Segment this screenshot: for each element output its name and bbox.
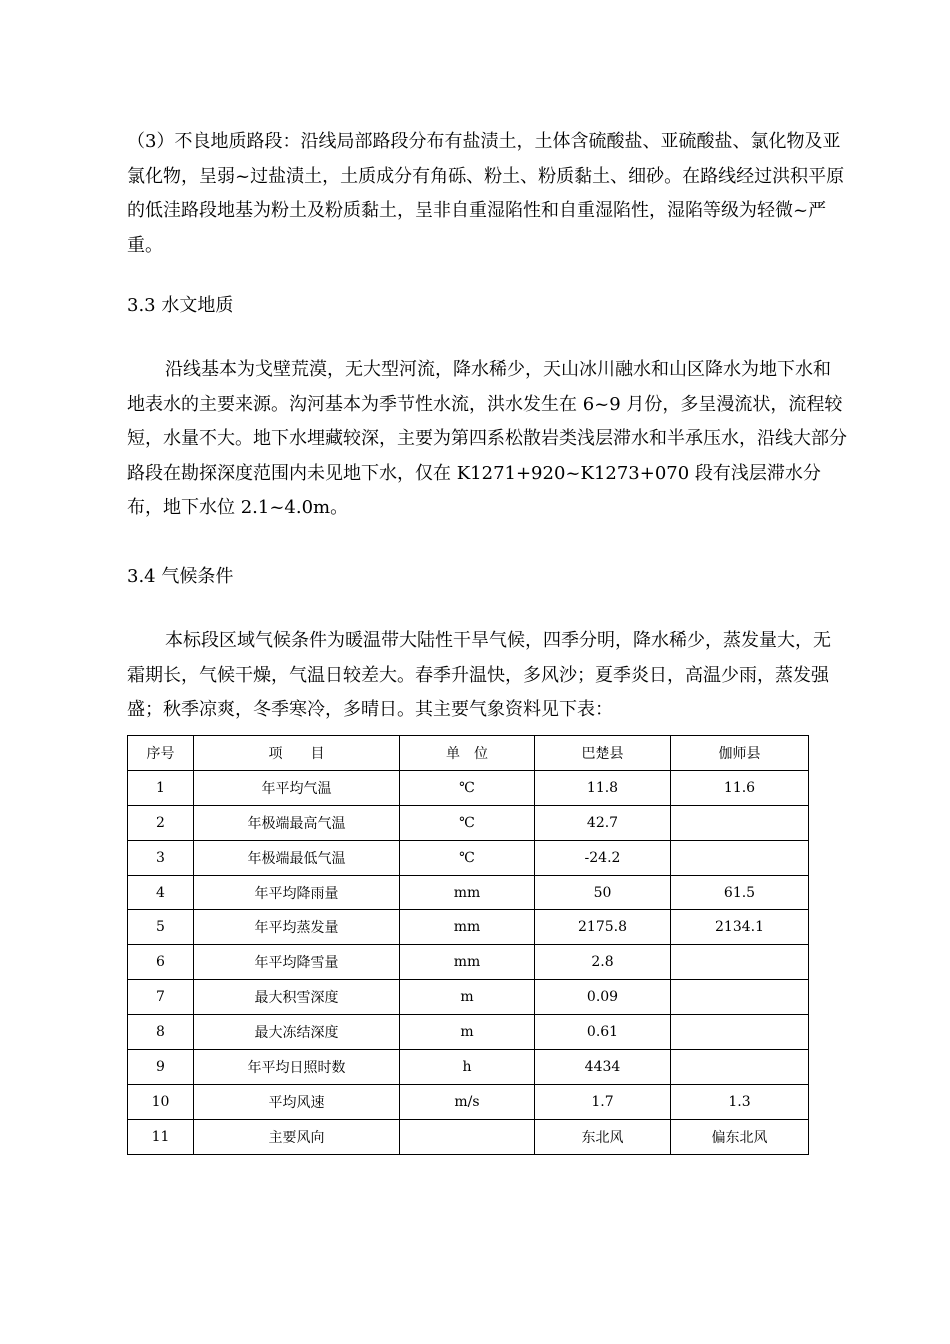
table-cell: 42.7 xyxy=(535,805,671,840)
table-row xyxy=(128,840,809,875)
weather-data-table xyxy=(127,735,809,1155)
table-header-row xyxy=(128,736,809,771)
paragraph-climate: 本标段区域气候条件为暖温带大陆性干旱气候，四季分明，降水稀少，蒸发量大，无霜期长，气候干燥，气温日较差大。春季升温快，多风沙；夏季炎日，高温少雨，蒸发强盛；秋季凉爽，冬季寒冷，多晴日。其主要气象资料见下表： xyxy=(127,630,831,720)
paragraph-hydrogeology: 沿线基本为戈壁荒漠，无大型河流，降水稀少，天山冰川融水和山区降水为地下水和地表水的主要来源。沟河基本为季节性水流，洪水发生在 6~9 月份，多呈漫流状，流程较短，水量不大。地下水埋藏较深，主要为第四系松散岩类浅层滞水和半承压水，沿线大部分路段在勘探深度范围内未见地下水，仅在 K1271+920~K1273+070 段有浅层滞水分布，地下水位 2.1~4.0m。 xyxy=(127,359,847,518)
table-cell: m/s xyxy=(400,1084,535,1119)
table-row xyxy=(128,1084,809,1119)
table-cell: 1.7 xyxy=(535,1084,671,1119)
table-cell: 2175.8 xyxy=(535,910,671,945)
table-cell xyxy=(400,1119,535,1154)
table-row xyxy=(128,770,809,805)
table-cell: 最大冻结深度 xyxy=(194,1015,400,1050)
table-cell: 8 xyxy=(128,1015,194,1050)
table-cell: 6 xyxy=(128,945,194,980)
table-cell: 最大积雪深度 xyxy=(194,980,400,1015)
header-cell-index: 序号 xyxy=(128,736,194,771)
table-cell: 年平均降雪量 xyxy=(194,945,400,980)
paragraph-bad-geology: （3）不良地质路段：沿线局部路段分布有盐渍土，土体含硫酸盐、亚硫酸盐、氯化物及亚氯化物，呈弱~过盐渍土，土质成分有角砾、粉土、粉质黏土、细砂。在路线经过洪积平原的低洼路段地基为粉土及粉质黏土，呈非自重湿陷性和自重湿陷性，湿陷等级为轻微~严重。 xyxy=(127,131,845,256)
table-cell: 2 xyxy=(128,805,194,840)
table-cell: 61.5 xyxy=(671,875,809,910)
table-cell: mm xyxy=(400,910,535,945)
table-cell xyxy=(671,1015,809,1050)
table-cell: 11.8 xyxy=(535,770,671,805)
heading-hydrogeology: 3.3 水文地质 xyxy=(127,295,234,316)
header-cell-unit: 单 位 xyxy=(400,736,535,771)
table-cell xyxy=(671,945,809,980)
table-cell: 5 xyxy=(128,910,194,945)
table-cell: 9 xyxy=(128,1050,194,1085)
table-row xyxy=(128,1050,809,1085)
table-cell xyxy=(671,980,809,1015)
table-cell: 年平均日照时数 xyxy=(194,1050,400,1085)
table-cell: 50 xyxy=(535,875,671,910)
table-cell: 年平均气温 xyxy=(194,770,400,805)
table-cell: 年平均降雨量 xyxy=(194,875,400,910)
table-cell: 年极端最高气温 xyxy=(194,805,400,840)
table-cell: mm xyxy=(400,945,535,980)
table-cell: 0.61 xyxy=(535,1015,671,1050)
table-cell: 年极端最低气温 xyxy=(194,840,400,875)
table-cell: ℃ xyxy=(400,805,535,840)
table-cell: 11.6 xyxy=(671,770,809,805)
table-row xyxy=(128,805,809,840)
table-cell: 年平均蒸发量 xyxy=(194,910,400,945)
table-cell: m xyxy=(400,1015,535,1050)
table-row xyxy=(128,980,809,1015)
table-cell: m xyxy=(400,980,535,1015)
table-cell: ℃ xyxy=(400,840,535,875)
header-cell-jiashi: 伽师县 xyxy=(671,736,809,771)
table-cell xyxy=(671,805,809,840)
table-cell: 偏东北风 xyxy=(671,1119,809,1154)
table-cell: 平均风速 xyxy=(194,1084,400,1119)
table-cell xyxy=(671,840,809,875)
header-cell-item: 项 目 xyxy=(194,736,400,771)
table-row xyxy=(128,875,809,910)
table-cell: 1 xyxy=(128,770,194,805)
table-cell: 2.8 xyxy=(535,945,671,980)
table-cell: 东北风 xyxy=(535,1119,671,1154)
table-row xyxy=(128,1015,809,1050)
table-cell xyxy=(671,1050,809,1085)
table-cell: 3 xyxy=(128,840,194,875)
table-row xyxy=(128,945,809,980)
table-cell: 10 xyxy=(128,1084,194,1119)
table-cell: mm xyxy=(400,875,535,910)
table-row xyxy=(128,910,809,945)
table-cell: ℃ xyxy=(400,770,535,805)
table-cell: 1.3 xyxy=(671,1084,809,1119)
table-cell: -24.2 xyxy=(535,840,671,875)
heading-climate: 3.4 气候条件 xyxy=(127,566,234,587)
table-cell: 11 xyxy=(128,1119,194,1154)
table-cell: 7 xyxy=(128,980,194,1015)
table-cell: 0.09 xyxy=(535,980,671,1015)
table-row xyxy=(128,1119,809,1154)
table-cell: 主要风向 xyxy=(194,1119,400,1154)
table-cell: 2134.1 xyxy=(671,910,809,945)
table-cell: h xyxy=(400,1050,535,1085)
header-cell-bachu: 巴楚县 xyxy=(535,736,671,771)
table-cell: 4 xyxy=(128,875,194,910)
table-cell: 4434 xyxy=(535,1050,671,1085)
